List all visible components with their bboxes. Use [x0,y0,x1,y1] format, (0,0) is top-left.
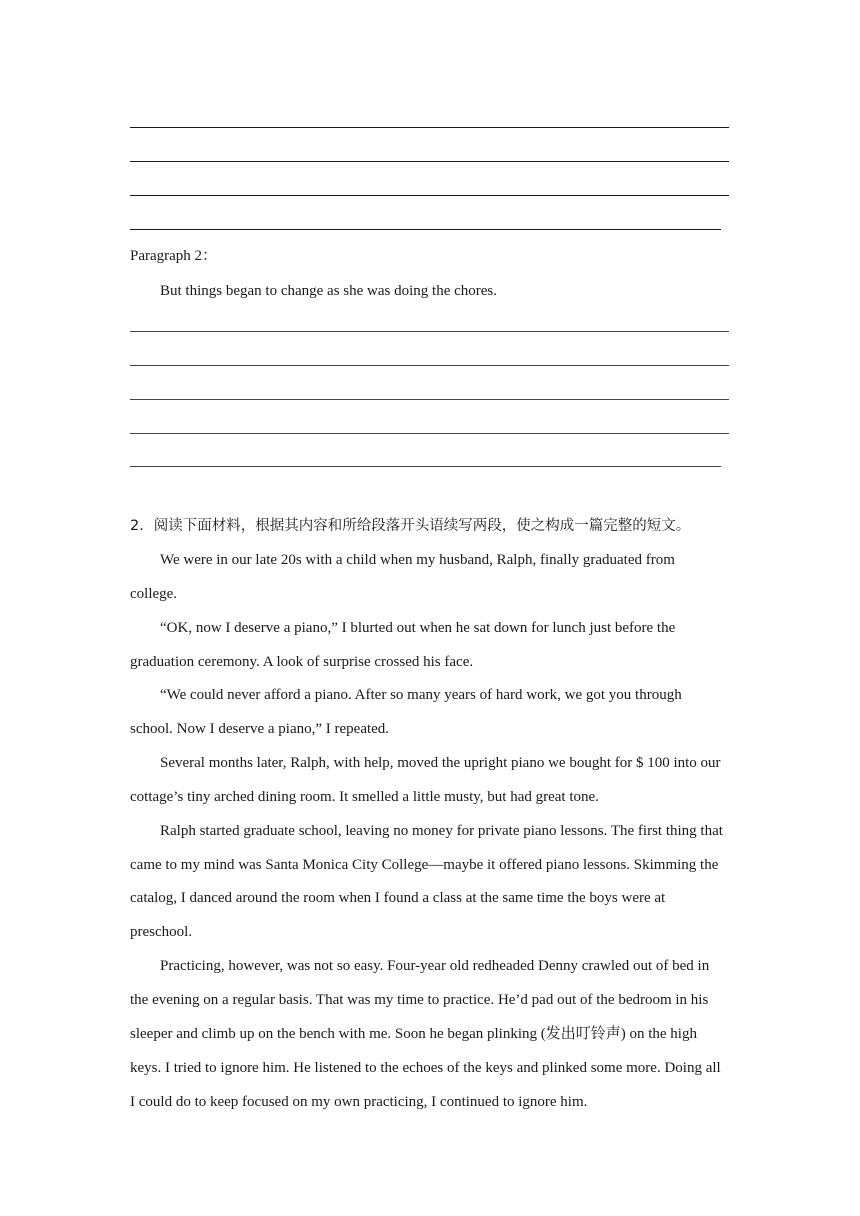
passage-line: “OK, now I deserve a piano,” I blurted out when he sat down for lunch just before the [160,620,676,636]
answer-line [130,466,721,467]
passage-line: graduation ceremony. A look of surprise crossed his face. [130,654,474,670]
paragraph-opening: But things began to change as she was doing the chores. [160,283,498,299]
answer-line [130,161,729,162]
answer-line [130,331,729,332]
passage-line: cottage’s tiny arched dining room. It smelled a little musty, but had great tone. [130,789,599,805]
passage-line: preschool. [130,924,193,940]
passage-line: We were in our late 20s with a child when my husband, Ralph, finally graduated from [160,552,675,568]
passage-line: I could do to keep focused on my own practicing, I continued to ignore him. [130,1094,588,1110]
passage-line: came to my mind was Santa Monica City College—maybe it offered piano lessons. Skimming the [130,857,719,873]
answer-line [130,229,721,230]
passage-line: catalog, I danced around the room when I found a class at the same time the boys were at [130,890,666,906]
answer-line [130,195,729,196]
passage-line: Practicing, however, was not so easy. Four-year old redheaded Denny crawled out of bed in [160,958,710,974]
question-instruction: 2．阅读下面材料，根据其内容和所给段落开头语续写两段，使之构成一篇完整的短文。 [130,518,691,534]
answer-line [130,399,729,400]
passage-line: keys. I tried to ignore him. He listened to the echoes of the keys and plinked some more. Doing all [130,1060,721,1076]
passage-line: the evening on a regular basis. That was my time to practice. He’d pad out of the bedroom in his [130,992,709,1008]
passage-line: school. Now I deserve a piano,” I repeated. [130,721,390,737]
answer-line [130,433,729,434]
passage-line: Several months later, Ralph, with help, moved the upright piano we bought for $ 100 into our [160,755,721,771]
passage-line: college. [130,586,178,602]
passage-line: Ralph started graduate school, leaving no money for private piano lessons. The first thing that [160,823,723,839]
answer-line [130,127,729,128]
passage-line: “We could never afford a piano. After so many years of hard work, we got you through [160,687,682,703]
passage-line: sleeper and climb up on the bench with me. Soon he began plinking (发出叮铃声) on the high [130,1026,697,1042]
answer-line [130,365,729,366]
paragraph-label: Paragraph 2： [130,248,218,264]
